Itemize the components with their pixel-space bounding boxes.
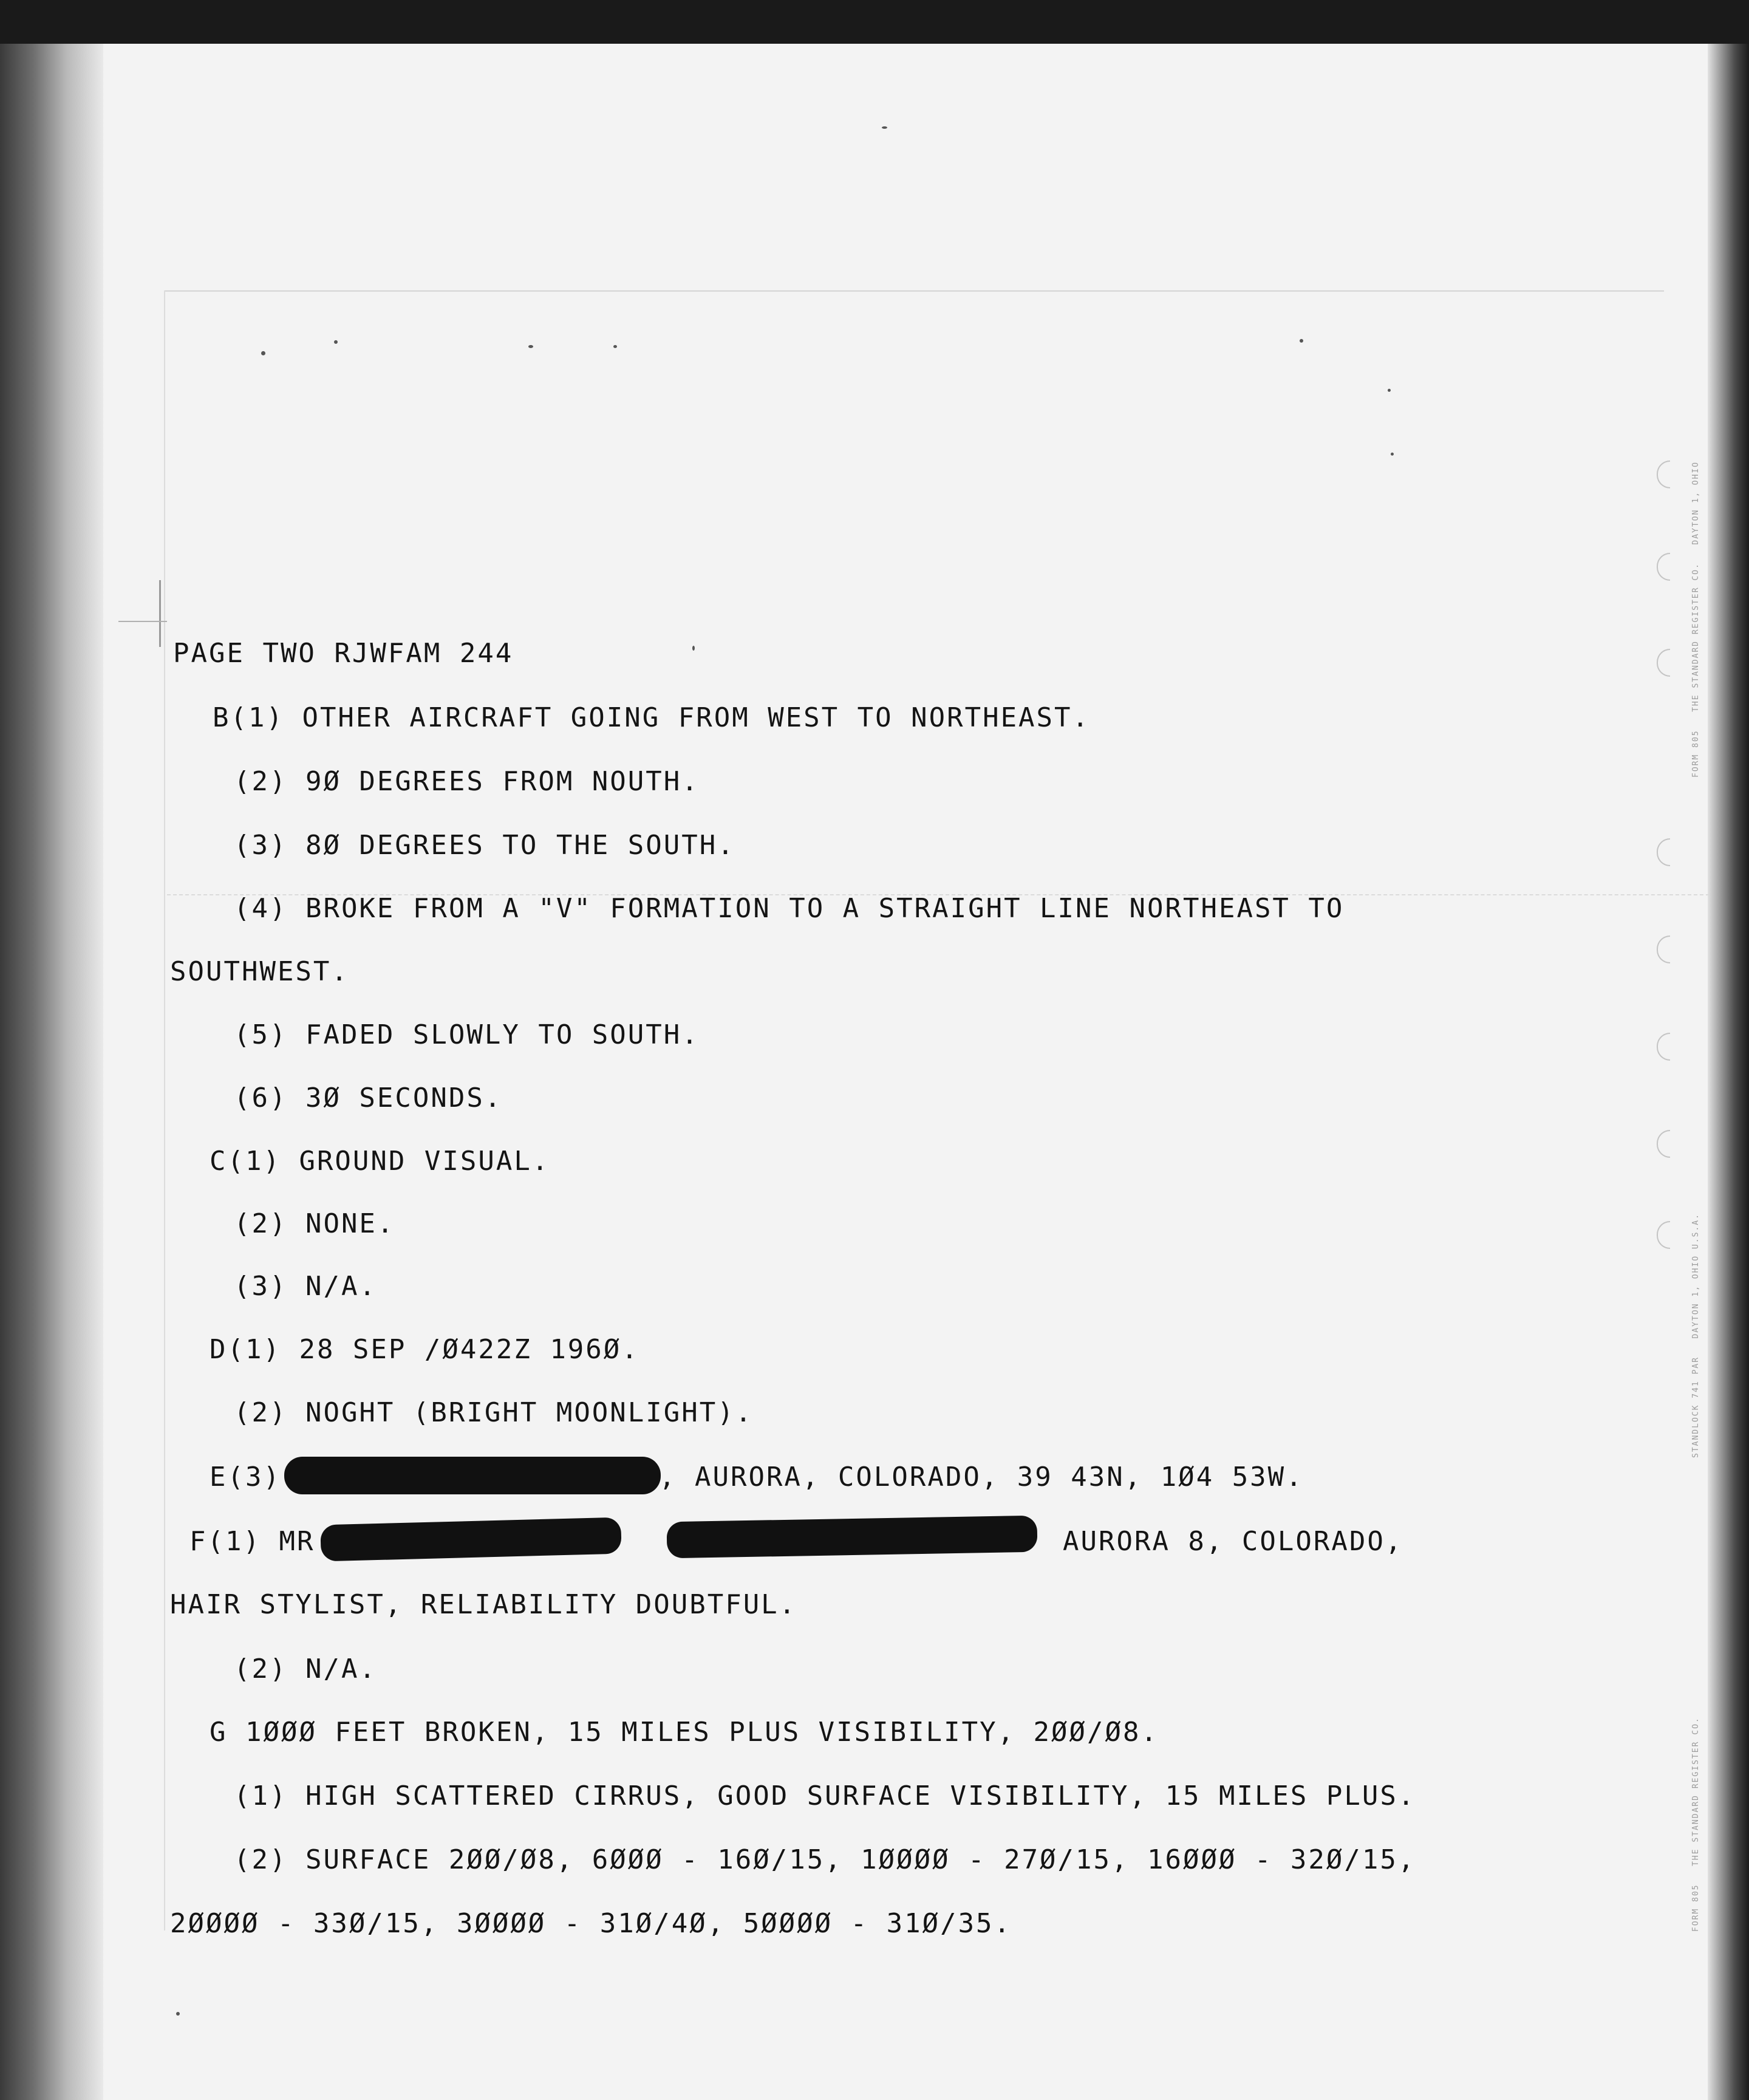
feed-hole xyxy=(1657,460,1670,488)
item-b4: (4) BROKE FROM A "V" FORMATION TO A STRAIGHT LINE NORTHEAST TO xyxy=(234,893,1345,924)
feed-hole xyxy=(1657,649,1670,677)
scan-speck xyxy=(692,646,695,651)
form-border-top xyxy=(164,290,1664,292)
redaction-mark xyxy=(284,1457,661,1494)
scan-speck xyxy=(176,2012,180,2016)
scan-speck xyxy=(528,345,533,348)
scan-speck xyxy=(1391,453,1394,456)
item-c2: (2) NONE. xyxy=(234,1208,395,1239)
form-border-left xyxy=(164,290,165,1931)
item-b3: (3) 8Ø DEGREES TO THE SOUTH. xyxy=(234,830,735,861)
item-g1: (1) HIGH SCATTERED CIRRUS, GOOD SURFACE VISIBILITY, 15 MILES PLUS. xyxy=(234,1780,1416,1811)
feed-hole xyxy=(1657,838,1670,866)
item-b5: (5) FADED SLOWLY TO SOUTH. xyxy=(234,1019,700,1050)
redaction-mark xyxy=(320,1517,621,1562)
item-b1: B(1) OTHER AIRCRAFT GOING FROM WEST TO NORTHEAST. xyxy=(213,702,1091,733)
feed-hole xyxy=(1657,553,1670,581)
item-f1-label: F(1) MR xyxy=(189,1526,315,1557)
feed-hole xyxy=(1657,1033,1670,1061)
item-b2: (2) 9Ø DEGREES FROM NOUTH. xyxy=(234,766,700,797)
item-b4-continued: SOUTHWEST. xyxy=(170,956,349,987)
item-d1: D(1) 28 SEP /Ø422Z 196Ø. xyxy=(210,1334,639,1365)
feed-hole xyxy=(1657,1221,1670,1249)
scan-speck xyxy=(882,126,887,129)
scan-right-edge xyxy=(1708,44,1749,2100)
form-margin-print: STANDLOCK 741 PAR DAYTON 1, OHIO U.S.A. xyxy=(1691,1213,1700,1458)
item-g2: (2) SURFACE 2ØØ/Ø8, 6ØØØ - 16Ø/15, 1ØØØØ - 27Ø/15, 16ØØØ - 32Ø/15, xyxy=(234,1844,1416,1875)
scan-speck xyxy=(334,340,338,344)
scan-speck xyxy=(261,351,265,355)
item-f1-location: AURORA 8, COLORADO, xyxy=(1063,1526,1403,1557)
item-f1-continued: HAIR STYLIST, RELIABILITY DOUBTFUL. xyxy=(170,1589,797,1620)
redaction-mark xyxy=(667,1516,1038,1559)
item-d2: (2) NOGHT (BRIGHT MOONLIGHT). xyxy=(234,1397,754,1428)
scan-speck xyxy=(1388,389,1391,392)
item-c3: (3) N/A. xyxy=(234,1271,377,1302)
page-header: PAGE TWO RJWFAM 244 xyxy=(173,638,514,669)
item-f2: (2) N/A. xyxy=(234,1654,377,1684)
item-g: G 1ØØØ FEET BROKEN, 15 MILES PLUS VISIBILITY, 2ØØ/Ø8. xyxy=(210,1717,1159,1748)
scan-speck xyxy=(613,345,617,348)
item-e3-label: E(3) xyxy=(210,1462,281,1493)
feed-hole xyxy=(1657,1130,1670,1158)
scan-left-edge xyxy=(0,44,103,2100)
form-margin-print: FORM 805 THE STANDARD REGISTER CO. DAYTON 1, OHIO xyxy=(1691,461,1700,778)
item-e3-location: , AURORA, COLORADO, 39 43N, 1Ø4 53W. xyxy=(659,1462,1304,1493)
scan-speck xyxy=(1300,339,1303,343)
item-b6: (6) 3Ø SECONDS. xyxy=(234,1082,503,1113)
form-margin-print: FORM 805 THE STANDARD REGISTER CO. xyxy=(1691,1717,1700,1932)
feed-hole xyxy=(1657,935,1670,963)
margin-mark xyxy=(159,580,161,647)
margin-tick xyxy=(118,621,167,622)
item-g2-continued: 2ØØØØ - 33Ø/15, 3ØØØØ - 31Ø/4Ø, 5ØØØØ - 31Ø/35. xyxy=(170,1908,1012,1939)
scan-top-edge xyxy=(0,0,1749,44)
item-c1: C(1) GROUND VISUAL. xyxy=(210,1146,550,1177)
